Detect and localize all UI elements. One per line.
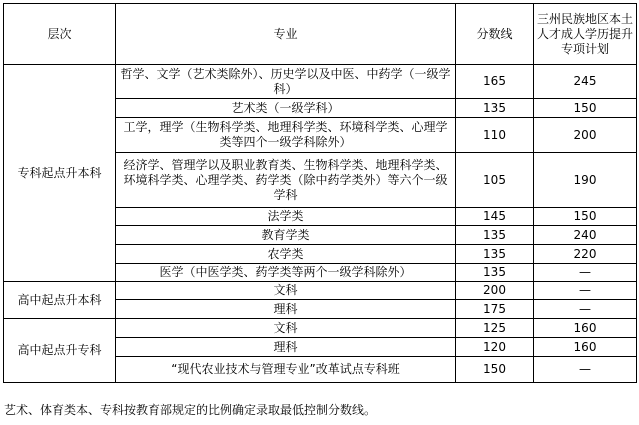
- special-cell: 160: [534, 338, 637, 357]
- level-cell: 专科起点升本科: [4, 65, 116, 282]
- score-cell: 200: [456, 282, 534, 300]
- score-cell: 165: [456, 65, 534, 99]
- special-cell: 150: [534, 208, 637, 226]
- special-cell: 220: [534, 245, 637, 264]
- header-level: 层次: [4, 4, 116, 65]
- header-score: 分数线: [456, 4, 534, 65]
- level-cell: 高中起点升本科: [4, 282, 116, 319]
- table-row: [4, 319, 637, 338]
- table-row: [4, 65, 637, 99]
- major-cell: 经济学、管理学以及职业教育类、生物科学类、地理科学类、环境科学类、心理学类、药学类（除中药学类外）等六个一级学科: [116, 153, 456, 208]
- major-cell: 法学类: [116, 208, 456, 226]
- major-cell: “现代农业技术与管理专业”改革试点专科班: [116, 357, 456, 383]
- special-cell: —: [534, 300, 637, 319]
- major-cell: 教育学类: [116, 226, 456, 245]
- major-cell: 文科: [116, 282, 456, 300]
- score-cell: 175: [456, 300, 534, 319]
- score-cell: 135: [456, 264, 534, 282]
- special-cell: —: [534, 282, 637, 300]
- special-cell: —: [534, 357, 637, 383]
- special-cell: 240: [534, 226, 637, 245]
- special-cell: 160: [534, 319, 637, 338]
- special-cell: —: [534, 264, 637, 282]
- major-cell: 农学类: [116, 245, 456, 264]
- header-row: [4, 4, 637, 65]
- footnote: 艺术、体育类本、专科按教育部规定的比例确定录取最低控制分数线。: [4, 403, 377, 417]
- header-major: 专业: [116, 4, 456, 65]
- score-table: [3, 3, 637, 383]
- score-cell: 135: [456, 245, 534, 264]
- major-cell: 文科: [116, 319, 456, 338]
- header-special-plan: 三州民族地区本土人才成人学历提升专项计划: [534, 4, 637, 65]
- score-cell: 145: [456, 208, 534, 226]
- score-cell: 150: [456, 357, 534, 383]
- major-cell: 工学，理学（生物科学类、地理科学类、环境科学类、心理学类等四个一级学科除外）: [116, 118, 456, 153]
- level-cell: 高中起点升专科: [4, 319, 116, 383]
- major-cell: 医学（中医学类、药学类等两个一级学科除外）: [116, 264, 456, 282]
- score-cell: 125: [456, 319, 534, 338]
- special-cell: 150: [534, 99, 637, 118]
- major-cell: 哲学、文学（艺术类除外）、历史学以及中医、中药学（一级学科）: [116, 65, 456, 99]
- score-cell: 105: [456, 153, 534, 208]
- table-row: [4, 282, 637, 300]
- major-cell: 艺术类（一级学科）: [116, 99, 456, 118]
- score-cell: 110: [456, 118, 534, 153]
- score-cell: 135: [456, 226, 534, 245]
- special-cell: 200: [534, 118, 637, 153]
- score-cell: 135: [456, 99, 534, 118]
- special-cell: 245: [534, 65, 637, 99]
- major-cell: 理科: [116, 338, 456, 357]
- special-cell: 190: [534, 153, 637, 208]
- score-cell: 120: [456, 338, 534, 357]
- major-cell: 理科: [116, 300, 456, 319]
